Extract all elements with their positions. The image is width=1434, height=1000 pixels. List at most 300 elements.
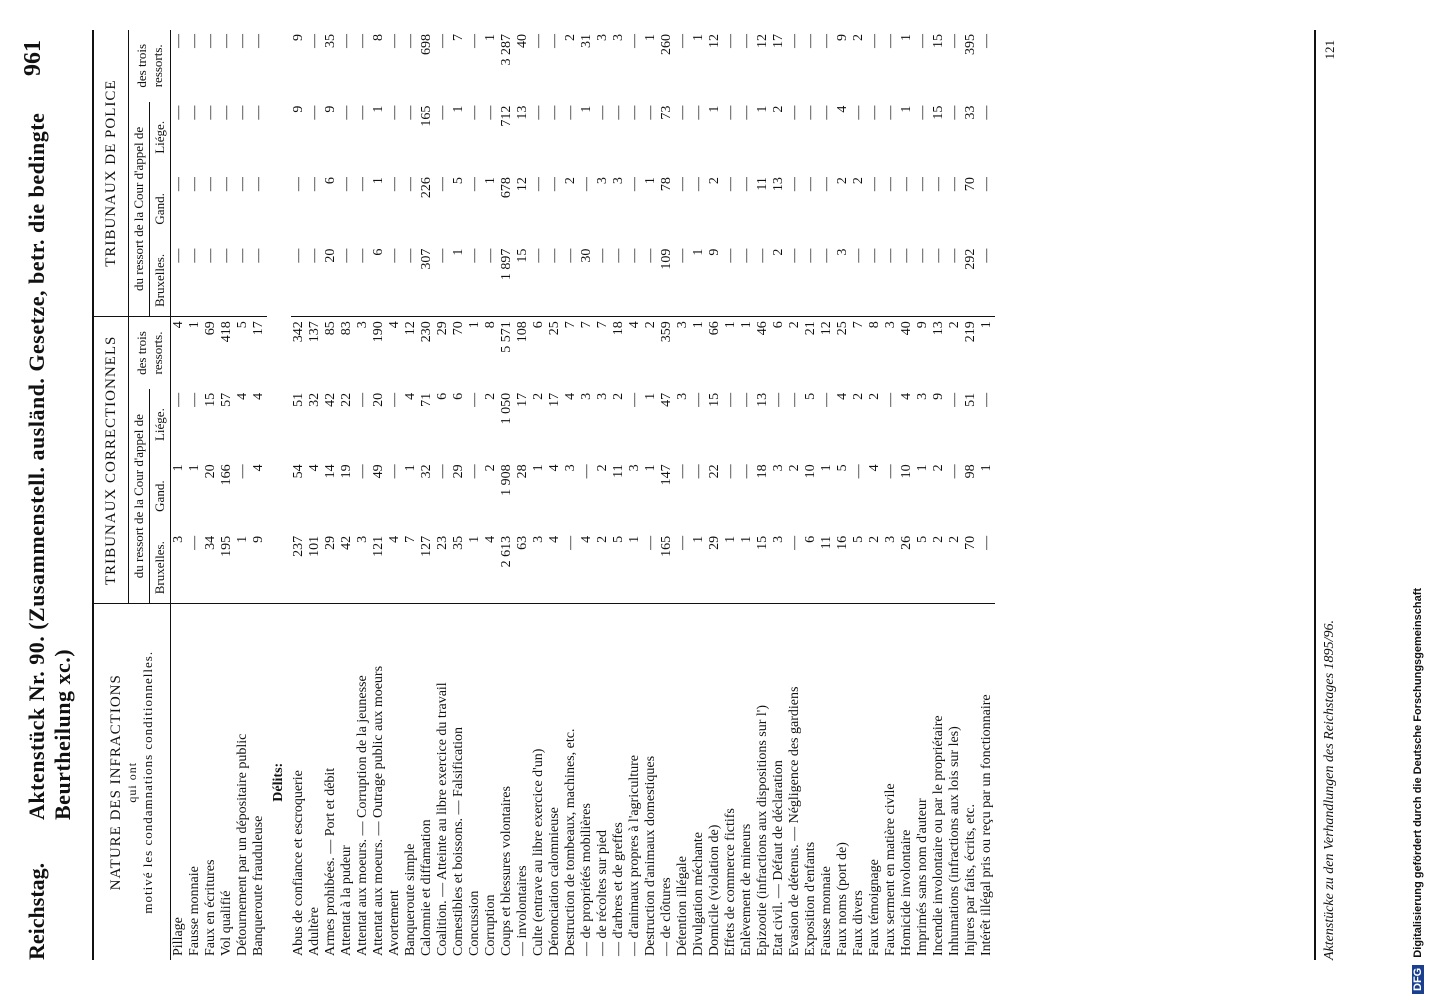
table-row — [963, 30, 979, 960]
row-value: — — [483, 248, 498, 263]
row-value: — — [915, 177, 930, 192]
row-value: 1 — [371, 177, 386, 185]
row-value: — — [931, 177, 946, 192]
row-value: 6 — [451, 392, 466, 400]
row-value: 2 — [611, 392, 626, 400]
row-value: 342 — [291, 317, 307, 389]
row-value: 1 — [171, 464, 186, 472]
row-value: 69 — [203, 317, 219, 389]
row-value: 3 — [355, 535, 370, 543]
row-value: — — [947, 177, 962, 192]
row-value: 1 — [739, 317, 755, 389]
row-value: — — [675, 464, 690, 479]
row-value: — — [235, 464, 250, 479]
delits-title-body — [267, 30, 291, 960]
row-value: 2 — [851, 177, 866, 185]
row-value: — — [435, 248, 450, 263]
row-value: — — [739, 34, 754, 48]
row-value: — — [899, 248, 914, 263]
row-value: 1 — [691, 248, 706, 256]
row-value: — — [435, 105, 450, 120]
row-value: 712 — [499, 105, 514, 127]
row-value: — — [675, 535, 690, 550]
row-value: 73 — [659, 105, 674, 120]
dfg-text: Digitalisierung gefördert durch die Deutsche Forschungsgemeinschaft — [1412, 587, 1424, 958]
table-row — [787, 30, 803, 960]
row-value: — — [355, 177, 370, 192]
row-value: 3 — [531, 535, 546, 543]
row-value: 2 — [563, 34, 578, 41]
row-value: — — [787, 34, 802, 48]
row-label: — de clôtures — [659, 604, 675, 960]
row-value: 4 — [307, 464, 322, 472]
row-value: 17 — [251, 317, 267, 389]
row-value: 4 — [547, 535, 562, 543]
row-value: 6 — [771, 317, 787, 389]
row-value: 9 — [707, 248, 722, 256]
row-value: 226 — [419, 177, 434, 199]
table-row — [643, 30, 659, 960]
row-value: — — [851, 105, 866, 120]
corr-gand: Gand. — [150, 460, 171, 532]
row-label: Coalition. — Atteinte au libre exercice du travail — [435, 604, 451, 960]
row-value: 5 — [611, 535, 626, 543]
table-row — [499, 30, 515, 960]
row-value: — — [883, 464, 898, 479]
row-value: — — [883, 392, 898, 407]
row-value: — — [755, 248, 770, 263]
row-value: 1 — [579, 105, 594, 113]
row-value: 4 — [387, 317, 403, 389]
row-value: 2 — [867, 535, 882, 543]
row-value: 109 — [659, 248, 674, 270]
row-label: Imprimés sans nom d'auteur — [915, 604, 931, 960]
row-value: — — [883, 105, 898, 120]
row-value: 1 — [755, 105, 770, 113]
row-value: — — [819, 248, 834, 263]
table-row — [483, 30, 499, 960]
row-label: Banqueroute frauduleuse — [251, 604, 267, 960]
row-value: — — [675, 177, 690, 192]
row-value: 418 — [219, 317, 235, 389]
row-value: 165 — [419, 105, 434, 127]
row-label: Corruption — [483, 604, 499, 960]
footer-left: Aktenstücke zu den Verhandlungen des Reichstages 1895/96. — [1322, 620, 1337, 960]
row-value: 63 — [515, 535, 530, 550]
row-value: 1 — [483, 177, 498, 185]
header-center: Aktenstück Nr. 90. (Zusammenstell. ausländ. Gesetze, betr. die bedingte Beurtheilung xc.) — [24, 112, 75, 820]
row-label: Faux témoignage — [867, 604, 883, 960]
row-value: 15 — [755, 535, 770, 550]
row-value: 4 — [235, 392, 250, 400]
row-value: — — [979, 177, 994, 192]
row-value: — — [867, 34, 882, 48]
row-value: 1 050 — [499, 392, 514, 425]
row-value: 1 — [691, 535, 706, 543]
row-value: — — [467, 464, 482, 479]
row-label: Incendie involontaire ou par le propriétaire — [931, 604, 947, 960]
row-value: 15 — [707, 392, 722, 407]
row-value: 3 — [627, 464, 642, 472]
row-value: 51 — [291, 392, 306, 407]
row-value: 9 — [835, 34, 850, 41]
row-value: — — [611, 248, 626, 263]
table-row — [899, 30, 915, 960]
row-value: — — [787, 105, 802, 120]
statistics-table — [94, 30, 995, 960]
row-value: 12 — [403, 317, 419, 389]
table-row — [611, 30, 627, 960]
row-value: 1 — [739, 535, 754, 543]
row-label: Détournement par un dépositaire public — [235, 604, 251, 960]
row-value: — — [883, 177, 898, 192]
row-value: 3 — [611, 34, 626, 41]
row-value: — — [531, 34, 546, 48]
table-row — [467, 30, 483, 960]
row-value: 3 — [595, 177, 610, 185]
row-value: 1 — [915, 464, 930, 472]
row-value: — — [563, 535, 578, 550]
row-label: Enlèvement de mineurs — [739, 604, 755, 960]
row-value: — — [467, 34, 482, 48]
table-row — [979, 30, 995, 960]
row-value: 3 — [771, 535, 786, 543]
table-row — [387, 30, 403, 960]
row-value: 12 — [515, 177, 530, 192]
row-value: 98 — [963, 464, 978, 479]
row-value: — — [819, 177, 834, 192]
row-value: 11 — [755, 177, 770, 191]
row-value: 70 — [963, 535, 978, 550]
row-value: — — [867, 248, 882, 263]
row-value: 15 — [931, 105, 946, 120]
row-value: — — [739, 248, 754, 263]
row-value: — — [171, 34, 186, 48]
row-value: 4 — [627, 317, 643, 389]
row-label: Intérêt illégal pris ou reçu par un fonctionnaire — [979, 604, 995, 960]
row-value: 1 — [371, 105, 386, 113]
table-row — [691, 30, 707, 960]
table-row — [739, 30, 755, 960]
row-label: Evasion de détenus. — Négligence des gardiens — [787, 604, 803, 960]
row-value: 9 — [931, 392, 946, 400]
row-value: — — [947, 392, 962, 407]
row-label: — involontaires — [515, 604, 531, 960]
row-value: — — [899, 177, 914, 192]
row-value: 2 — [531, 392, 546, 400]
row-value: 3 — [563, 464, 578, 472]
row-value: — — [387, 177, 402, 192]
row-value: 20 — [323, 248, 338, 263]
row-value: — — [387, 392, 402, 407]
row-value: 3 — [595, 34, 610, 41]
row-value: — — [251, 177, 266, 192]
row-value: 165 — [659, 535, 674, 557]
row-value: 2 — [835, 177, 850, 185]
row-label: Attentat aux moeurs. — Outrage public aux moeurs — [371, 604, 387, 960]
row-value: 2 — [771, 248, 786, 256]
row-value: 3 — [675, 392, 690, 400]
row-label: — d'arbres et de greffes — [611, 604, 627, 960]
row-value: 6 — [323, 177, 338, 185]
row-value: 3 — [675, 317, 691, 389]
row-value: — — [739, 392, 754, 407]
table-row — [419, 30, 435, 960]
row-label: Avortement — [387, 604, 403, 960]
row-value: — — [219, 177, 234, 192]
row-value: — — [187, 535, 202, 550]
row-value: 292 — [963, 248, 978, 270]
row-value: — — [883, 34, 898, 48]
row-value: 1 908 — [499, 464, 514, 496]
row-value: 7 — [595, 317, 611, 389]
row-value: 28 — [515, 464, 530, 479]
row-value: 2 — [787, 464, 802, 472]
row-value: 7 — [579, 317, 595, 389]
table-row — [819, 30, 835, 960]
row-value: 9 — [291, 105, 306, 113]
row-value: 17 — [547, 392, 562, 407]
row-value: — — [187, 248, 202, 263]
row-value: — — [627, 177, 642, 192]
row-value: 9 — [915, 317, 931, 389]
row-value: — — [251, 34, 266, 48]
row-value: 70 — [963, 177, 978, 192]
row-value: 166 — [219, 464, 234, 486]
row-value: — — [387, 34, 402, 48]
row-value: 6 — [371, 248, 386, 256]
row-value: 9 — [291, 34, 306, 41]
row-value: 4 — [579, 535, 594, 543]
row-label: Divulgation méchante — [691, 604, 707, 960]
row-value: 678 — [499, 177, 514, 199]
row-value: 25 — [547, 317, 563, 389]
row-value: — — [851, 248, 866, 263]
row-value: 1 — [531, 464, 546, 472]
row-value: — — [851, 464, 866, 479]
row-value: — — [787, 248, 802, 263]
row-value: — — [339, 34, 354, 48]
row-value: 1 — [483, 34, 498, 41]
row-value: 16 — [835, 535, 850, 550]
row-value: 1 — [627, 535, 642, 543]
row-value: 1 — [403, 464, 418, 472]
row-value: 1 — [451, 105, 466, 113]
table-row — [435, 30, 451, 960]
table-row — [403, 30, 419, 960]
row-value: — — [979, 392, 994, 407]
corr-des-trois: des trois ressorts. — [129, 317, 171, 389]
table-row — [707, 30, 723, 960]
row-value: — — [187, 177, 202, 192]
row-value: 1 — [643, 177, 658, 185]
row-value: — — [563, 248, 578, 263]
row-value: 5 — [915, 535, 930, 543]
table-row — [451, 30, 467, 960]
delits-body — [291, 30, 995, 960]
row-value: 1 — [707, 105, 722, 113]
row-value: — — [867, 105, 882, 120]
row-value: 2 — [867, 392, 882, 400]
row-value: 3 — [171, 535, 186, 543]
row-value: — — [947, 464, 962, 479]
row-label: — d'animaux propres à l'agriculture — [627, 604, 643, 960]
table-row — [675, 30, 691, 960]
table-row — [323, 30, 339, 960]
row-value: 21 — [803, 317, 819, 389]
table-row — [627, 30, 643, 960]
row-value: 1 — [451, 248, 466, 256]
row-value: 219 — [963, 317, 979, 389]
row-value: 237 — [291, 535, 306, 557]
row-value: — — [691, 464, 706, 479]
row-label: Attentat aux moeurs. — Corruption de la jeunesse — [355, 604, 371, 960]
row-value: 4 — [251, 392, 266, 400]
row-value: — — [627, 105, 642, 120]
row-value: 190 — [371, 317, 387, 389]
row-value: — — [187, 34, 202, 48]
crimes-body — [171, 30, 268, 960]
row-value: — — [403, 177, 418, 192]
row-value: — — [387, 464, 402, 479]
running-header — [20, 40, 75, 960]
page-number: 961 — [20, 40, 46, 76]
row-value: 4 — [899, 392, 914, 400]
row-value: — — [595, 248, 610, 263]
row-value: — — [387, 248, 402, 263]
row-label: Coups et blessures volontaires — [499, 604, 515, 960]
row-label: Injures par faits, écrits, etc. — [963, 604, 979, 960]
row-value: 25 — [835, 317, 851, 389]
row-label: Calomnie et diffamation — [419, 604, 435, 960]
row-value: 2 613 — [499, 535, 514, 568]
row-value: 6 — [435, 392, 450, 400]
row-value: — — [483, 105, 498, 120]
row-value: — — [691, 177, 706, 192]
row-value: — — [403, 105, 418, 120]
row-label: Etat civil. — Défaut de déclaration — [771, 604, 787, 960]
corr-bruxelles: Bruxelles. — [150, 532, 171, 604]
row-value: 51 — [963, 392, 978, 407]
row-value: 1 — [819, 464, 834, 472]
row-value: 1 — [187, 464, 202, 472]
row-value: 42 — [323, 392, 338, 407]
row-label: Faux en écritures — [203, 604, 219, 960]
row-value: — — [467, 392, 482, 407]
row-value: — — [435, 177, 450, 192]
row-value: 2 — [851, 392, 866, 400]
row-value: — — [979, 34, 994, 48]
row-value: — — [171, 177, 186, 192]
row-value: — — [595, 105, 610, 120]
row-value: — — [723, 464, 738, 479]
table-row — [355, 30, 371, 960]
row-value: 6 — [803, 535, 818, 543]
row-value: 137 — [307, 317, 323, 389]
row-value: — — [547, 34, 562, 48]
row-value: 8 — [371, 34, 386, 41]
row-value: — — [251, 248, 266, 263]
row-value: 29 — [435, 317, 451, 389]
row-value: 46 — [755, 317, 771, 389]
row-value: — — [171, 105, 186, 120]
row-value: — — [723, 34, 738, 48]
row-value: 3 — [611, 177, 626, 185]
row-value: 17 — [771, 34, 786, 48]
row-value: 29 — [451, 464, 466, 479]
row-value: 7 — [563, 317, 579, 389]
police-liege: Liége. — [150, 102, 171, 174]
table-row — [659, 30, 675, 960]
row-value: — — [771, 392, 786, 407]
row-value: 3 — [595, 392, 610, 400]
row-value: — — [947, 105, 962, 120]
row-value: 4 — [835, 392, 850, 400]
row-value: — — [643, 535, 658, 550]
row-value: 34 — [203, 535, 218, 550]
row-value: — — [387, 105, 402, 120]
row-value: — — [171, 392, 186, 407]
row-label: Effets de commerce fictifs — [723, 604, 739, 960]
row-value: 260 — [659, 34, 674, 55]
row-value: 1 — [643, 34, 658, 41]
row-value: — — [931, 248, 946, 263]
row-value: — — [739, 105, 754, 120]
row-value: 1 897 — [499, 248, 514, 281]
row-value: — — [627, 34, 642, 48]
row-label: Armes prohibées. — Port et débit — [323, 604, 339, 960]
row-value: — — [203, 177, 218, 192]
row-value: 54 — [291, 464, 306, 479]
row-value: 3 — [883, 535, 898, 543]
row-value: 4 — [251, 464, 266, 472]
row-value: 3 — [771, 464, 786, 472]
table-row — [755, 30, 771, 960]
row-value: — — [203, 105, 218, 120]
row-value: 4 — [171, 317, 188, 389]
row-value: 10 — [803, 464, 818, 479]
table-row — [563, 30, 579, 960]
row-value: 35 — [451, 535, 466, 550]
row-value: — — [723, 248, 738, 263]
police-ressort: du ressort de la Cour d'appel de — [129, 102, 150, 317]
row-value: — — [819, 105, 834, 120]
row-value: 40 — [899, 317, 915, 389]
row-value: 1 — [979, 464, 994, 472]
row-label: Comestibles et boissons. — Falsification — [451, 604, 467, 960]
row-value: 11 — [611, 464, 626, 478]
table-row — [171, 30, 188, 960]
row-value: — — [723, 105, 738, 120]
row-value: 1 — [235, 535, 250, 543]
row-value: 49 — [371, 464, 386, 479]
row-value: — — [803, 105, 818, 120]
row-value: — — [547, 177, 562, 192]
row-label: Vol qualifié — [219, 604, 235, 960]
row-value: 12 — [707, 34, 722, 48]
row-value: 3 — [915, 392, 930, 400]
row-value: — — [339, 177, 354, 192]
row-value: — — [947, 34, 962, 48]
row-value: — — [787, 392, 802, 407]
row-value: — — [819, 34, 834, 48]
table-row — [851, 30, 867, 960]
row-value: — — [235, 105, 250, 120]
row-value: 78 — [659, 177, 674, 192]
row-value: — — [803, 34, 818, 48]
row-value: 29 — [323, 535, 338, 550]
row-value: 8 — [483, 317, 499, 389]
